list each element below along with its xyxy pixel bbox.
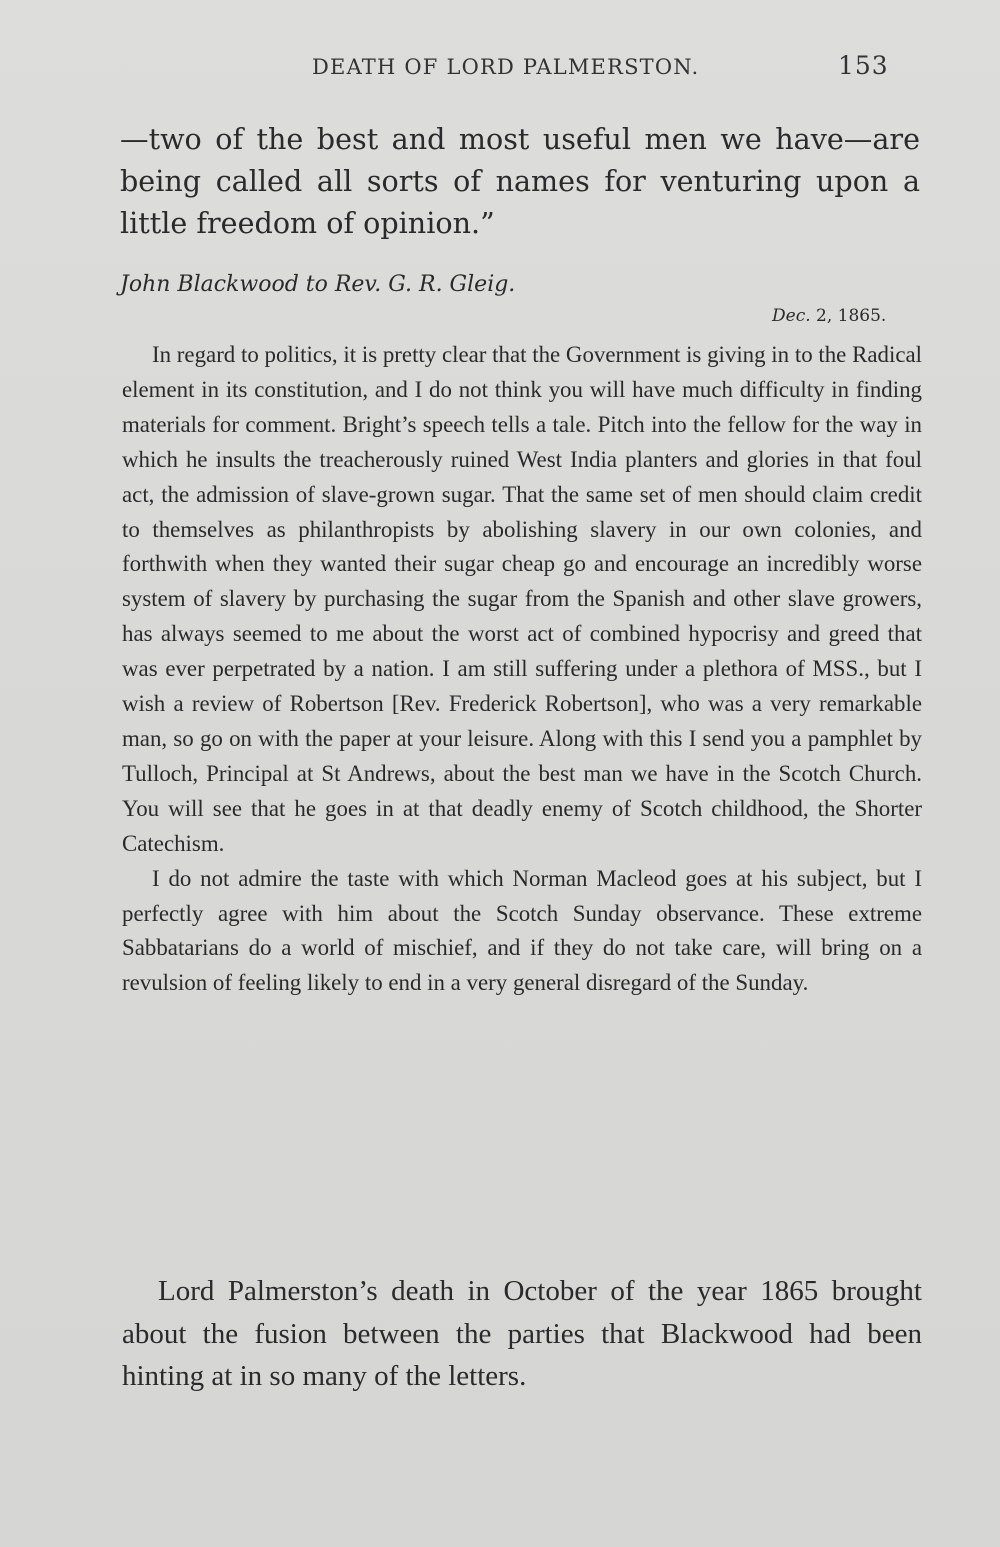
letter-paragraph-2: I do not admire the taste with which Norman Macleod goes at his subject, but I perfectly agree with him about the Scotch Sunday observance. These extreme Sabbatarians do a world of mischief, and if they do not take care, will bring on a revulsion of feeling likely to end in a very general disregard of the Sunday. (122, 865, 922, 996)
running-head: DEATH OF LORD PALMERSTON. (312, 55, 700, 79)
letter-paragraph-1: In regard to politics, it is pretty clear that the Government is giving in to the Radical element in its constitution, and I do not think you will have much difficulty in finding materials for comment. Bright’s speech tells a tale. Pitch into the fellow for the way in which he insults the treacherously ruined West India planters and glories in that foul act, the admission of slave-grown sugar. That the same set of men should claim credit to themselves as philanthropists by abolishing slavery in our own colonies, and forthwith when they wanted their sugar cheap go and encourage an incredibly worse system of slavery by purchasing the sugar from the Spanish and other slave growers, has always seemed to me about the worst act of combined hypocrisy and greed that was ever perpetrated by a nation. I am still suffering under a plethora of MSS., but I wish a review of Robertson [Rev. Frederick Robertson], who was a very remarkable man, so go on with the paper at your leisure. Along with this I send you a pamphlet by Tulloch, Principal at St Andrews, about the best man we have in the Scotch Church. You will see that he goes in at that deadly enemy of Scotch childhood, the Shorter Catechism. (122, 342, 922, 856)
page-header (0, 51, 1000, 89)
closing-paragraph (122, 1270, 922, 1398)
letter-date-rest: 2, 1865. (810, 306, 887, 326)
letter-date-month: Dec. (772, 306, 811, 326)
letter-body (122, 338, 922, 1001)
closing-paragraph-text: Lord Palmerston’s death in October of the year 1865 brought about the fusion between the parties that Blackwood had been hinting at in so many of the letters. (122, 1275, 922, 1392)
lead-paragraph: —two of the best and most useful men we have—are being called all sorts of names for venturing upon a little freedom of opinion.” (120, 122, 920, 240)
letter-date (772, 306, 886, 326)
page-number: 153 (838, 51, 889, 80)
letter-salutation: John Blackwood to Rev. G. R. Gleig. (120, 272, 516, 297)
